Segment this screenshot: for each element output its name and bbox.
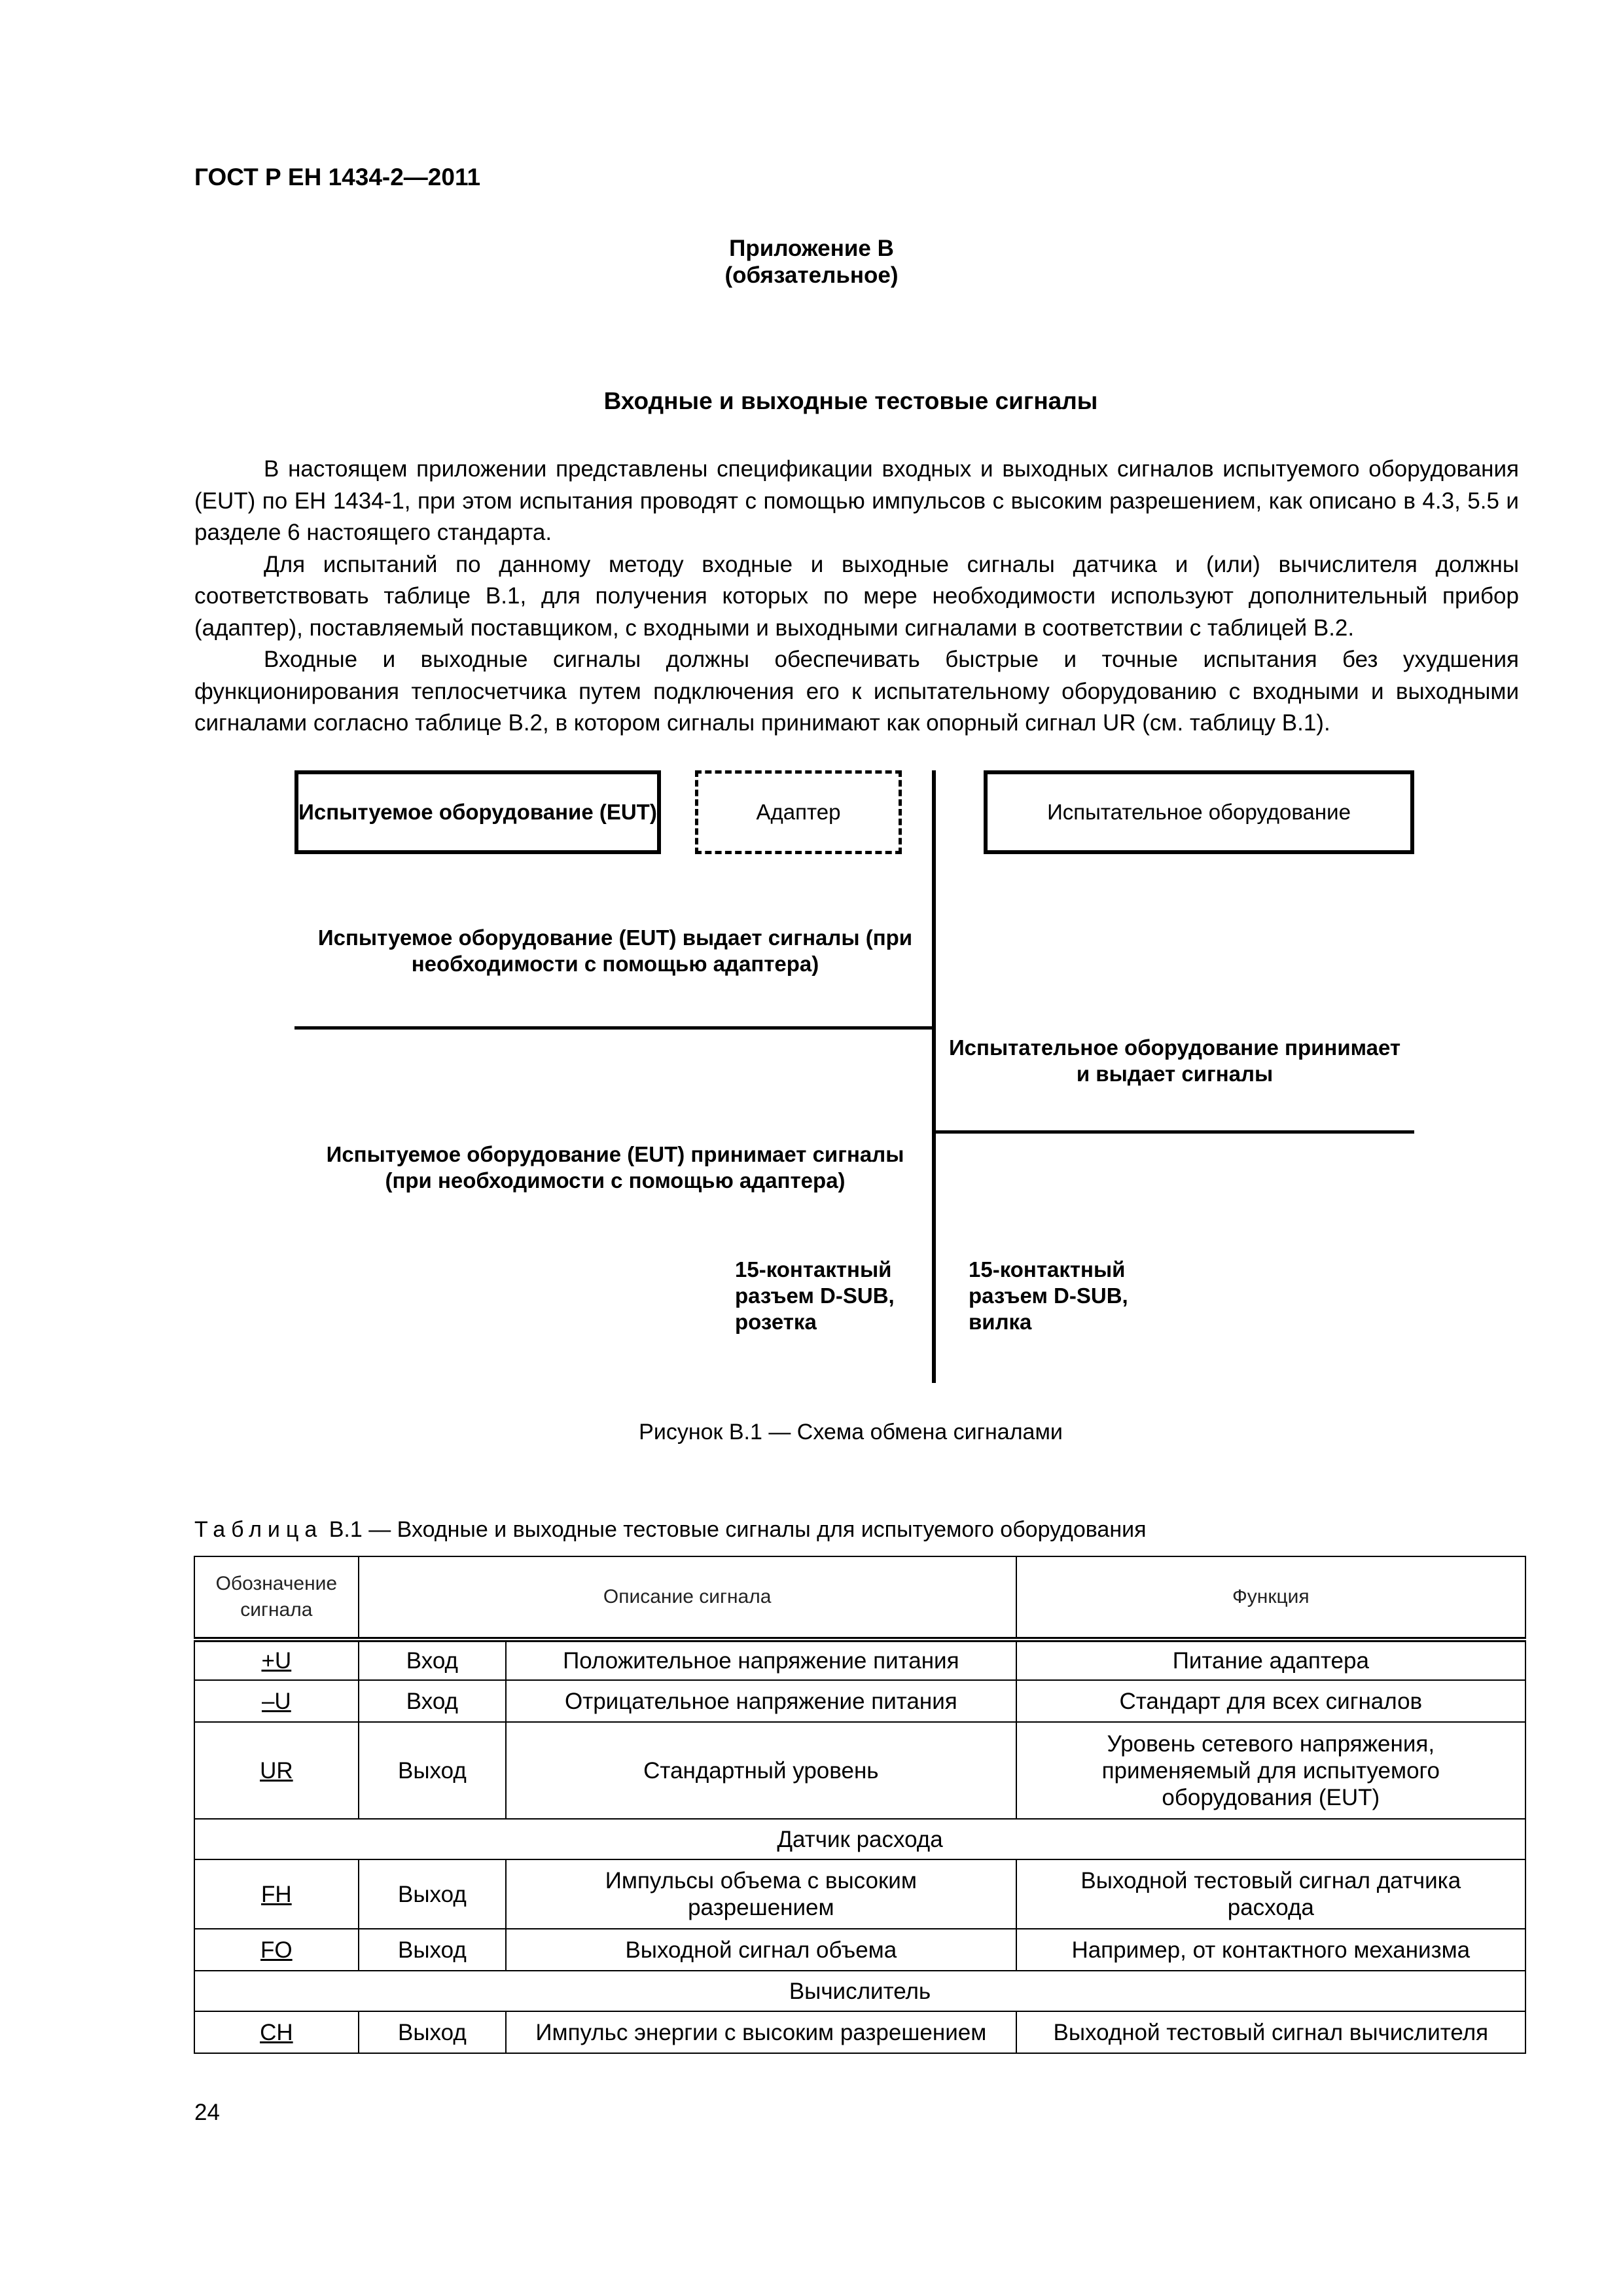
test-receives-label: Испытательное оборудование принимает и выдает сигналы (948, 1035, 1401, 1086)
table-group-row (194, 1819, 1525, 1859)
signal-code: +U (194, 1640, 359, 1680)
signal-description: Импульс энергии с высоким разрешением (506, 2011, 1016, 2053)
signal-description: Положительное напряжение питания (506, 1640, 1016, 1680)
appendix-status: (обязательное) (724, 262, 899, 288)
signal-code: CH (194, 2011, 359, 2053)
paragraph: Входные и выходные сигналы должны обеспечивать быстрые и точные испытания без ухудшения функционирования теплосчетчика путем подключения его к испытательному оборудованию с входными и выходными сигналами согласно таблице В.2, в котором сигналы принимают как опорный сигнал UR (см. таблицу В.1). (194, 647, 1519, 736)
section-title: Входные и выходные тестовые сигналы (603, 387, 1098, 414)
group-label: Вычислитель (194, 1971, 1525, 2011)
eut-sends-label: Испытуемое оборудование (EUT) выдает сигналы (при необходимости с помощью адаптера) (317, 925, 913, 976)
signal-code: –U (194, 1680, 359, 1722)
header-cell: Обозначение сигнала (194, 1556, 359, 1640)
signal-code: FO (194, 1929, 359, 1971)
adapter-box: Адаптер (695, 770, 902, 854)
table-row (194, 1929, 1525, 1971)
table-row (194, 1722, 1525, 1819)
signal-code: FH (194, 1859, 359, 1929)
body-text (194, 454, 1519, 740)
signal-direction: Вход (359, 1640, 506, 1680)
signal-direction: Выход (359, 1722, 506, 1819)
signal-function: Уровень сетевого напряжения, применяемый для испытуемого оборудования (EUT) (1016, 1722, 1525, 1819)
signal-function: Стандарт для всех сигналов (1016, 1680, 1525, 1722)
paragraph: Для испытаний по данному методу входные и выходные сигналы датчика и (или) вычислителя должны соответствовать таблице В.1, для получения которых по мере необходимости используют дополнительный прибор (адаптер), поставляемый поставщиком, с входными и выходными сигналами в соответствии с таблицей В.2. (194, 551, 1519, 641)
header-cell: Описание сигнала (359, 1556, 1016, 1640)
signal-function: Например, от контактного механизма (1016, 1929, 1525, 1971)
eut-receives-label: Испытуемое оборудование (EUT) принимает сигналы (при необходимости с помощью адаптера) (326, 1142, 904, 1193)
table-row (194, 1859, 1525, 1929)
test-equipment-box: Испытательное оборудование (984, 770, 1414, 854)
table-group-row (194, 1971, 1525, 2011)
signal-function: Выходной тестовый сигнал вычислителя (1016, 2011, 1525, 2053)
table-row (194, 1640, 1525, 1680)
table-caption-text: В.1 — Входные и выходные тестовые сигналы для испытуемого оборудования (323, 1517, 1147, 1542)
signal-function: Питание адаптера (1016, 1640, 1525, 1680)
connector-left-label: 15-контактный разъем D-SUB, розетка (735, 1257, 895, 1334)
eut-box: Испытуемое оборудование (EUT) (294, 770, 661, 854)
table-caption-prefix: Таблица (194, 1517, 323, 1542)
divider-right (934, 1130, 1414, 1134)
group-label: Датчик расхода (194, 1819, 1525, 1859)
signal-description: Отрицательное напряжение питания (506, 1680, 1016, 1722)
appendix-title: Приложение В (729, 236, 894, 261)
signal-direction: Выход (359, 2011, 506, 2053)
document-header: ГОСТ Р ЕН 1434-2—2011 (194, 164, 481, 190)
divider-left (294, 1026, 934, 1030)
header-cell: Функция (1016, 1556, 1525, 1640)
table-header-row (194, 1556, 1525, 1640)
paragraph: В настоящем приложении представлены спецификации входных и выходных сигналов испытуемого оборудования (EUT) по ЕН 1434-1, при этом испытания проводят с помощью импульсов с высоким разрешением, как описано в 4.3, 5.5 и разделе 6 настоящего стандарта. (194, 456, 1519, 545)
signal-direction: Выход (359, 1929, 506, 1971)
signal-description: Выходной сигнал объема (506, 1929, 1016, 1971)
signal-direction: Выход (359, 1859, 506, 1929)
table-caption (194, 1517, 1147, 1543)
divider-vertical (932, 770, 936, 1383)
signal-code: UR (194, 1722, 359, 1819)
figure-caption: Рисунок В.1 — Схема обмена сигналами (639, 1420, 1063, 1444)
signal-direction: Вход (359, 1680, 506, 1722)
page-number: 24 (194, 2100, 220, 2125)
signal-description: Импульсы объема с высоким разрешением (506, 1859, 1016, 1929)
table-row (194, 1680, 1525, 1722)
signal-description: Стандартный уровень (506, 1722, 1016, 1819)
signals-table (194, 1556, 1526, 2054)
signal-function: Выходной тестовый сигнал датчика расхода (1016, 1859, 1525, 1929)
table-row (194, 2011, 1525, 2053)
connector-right-label: 15-контактный разъем D-SUB, вилка (969, 1257, 1128, 1334)
